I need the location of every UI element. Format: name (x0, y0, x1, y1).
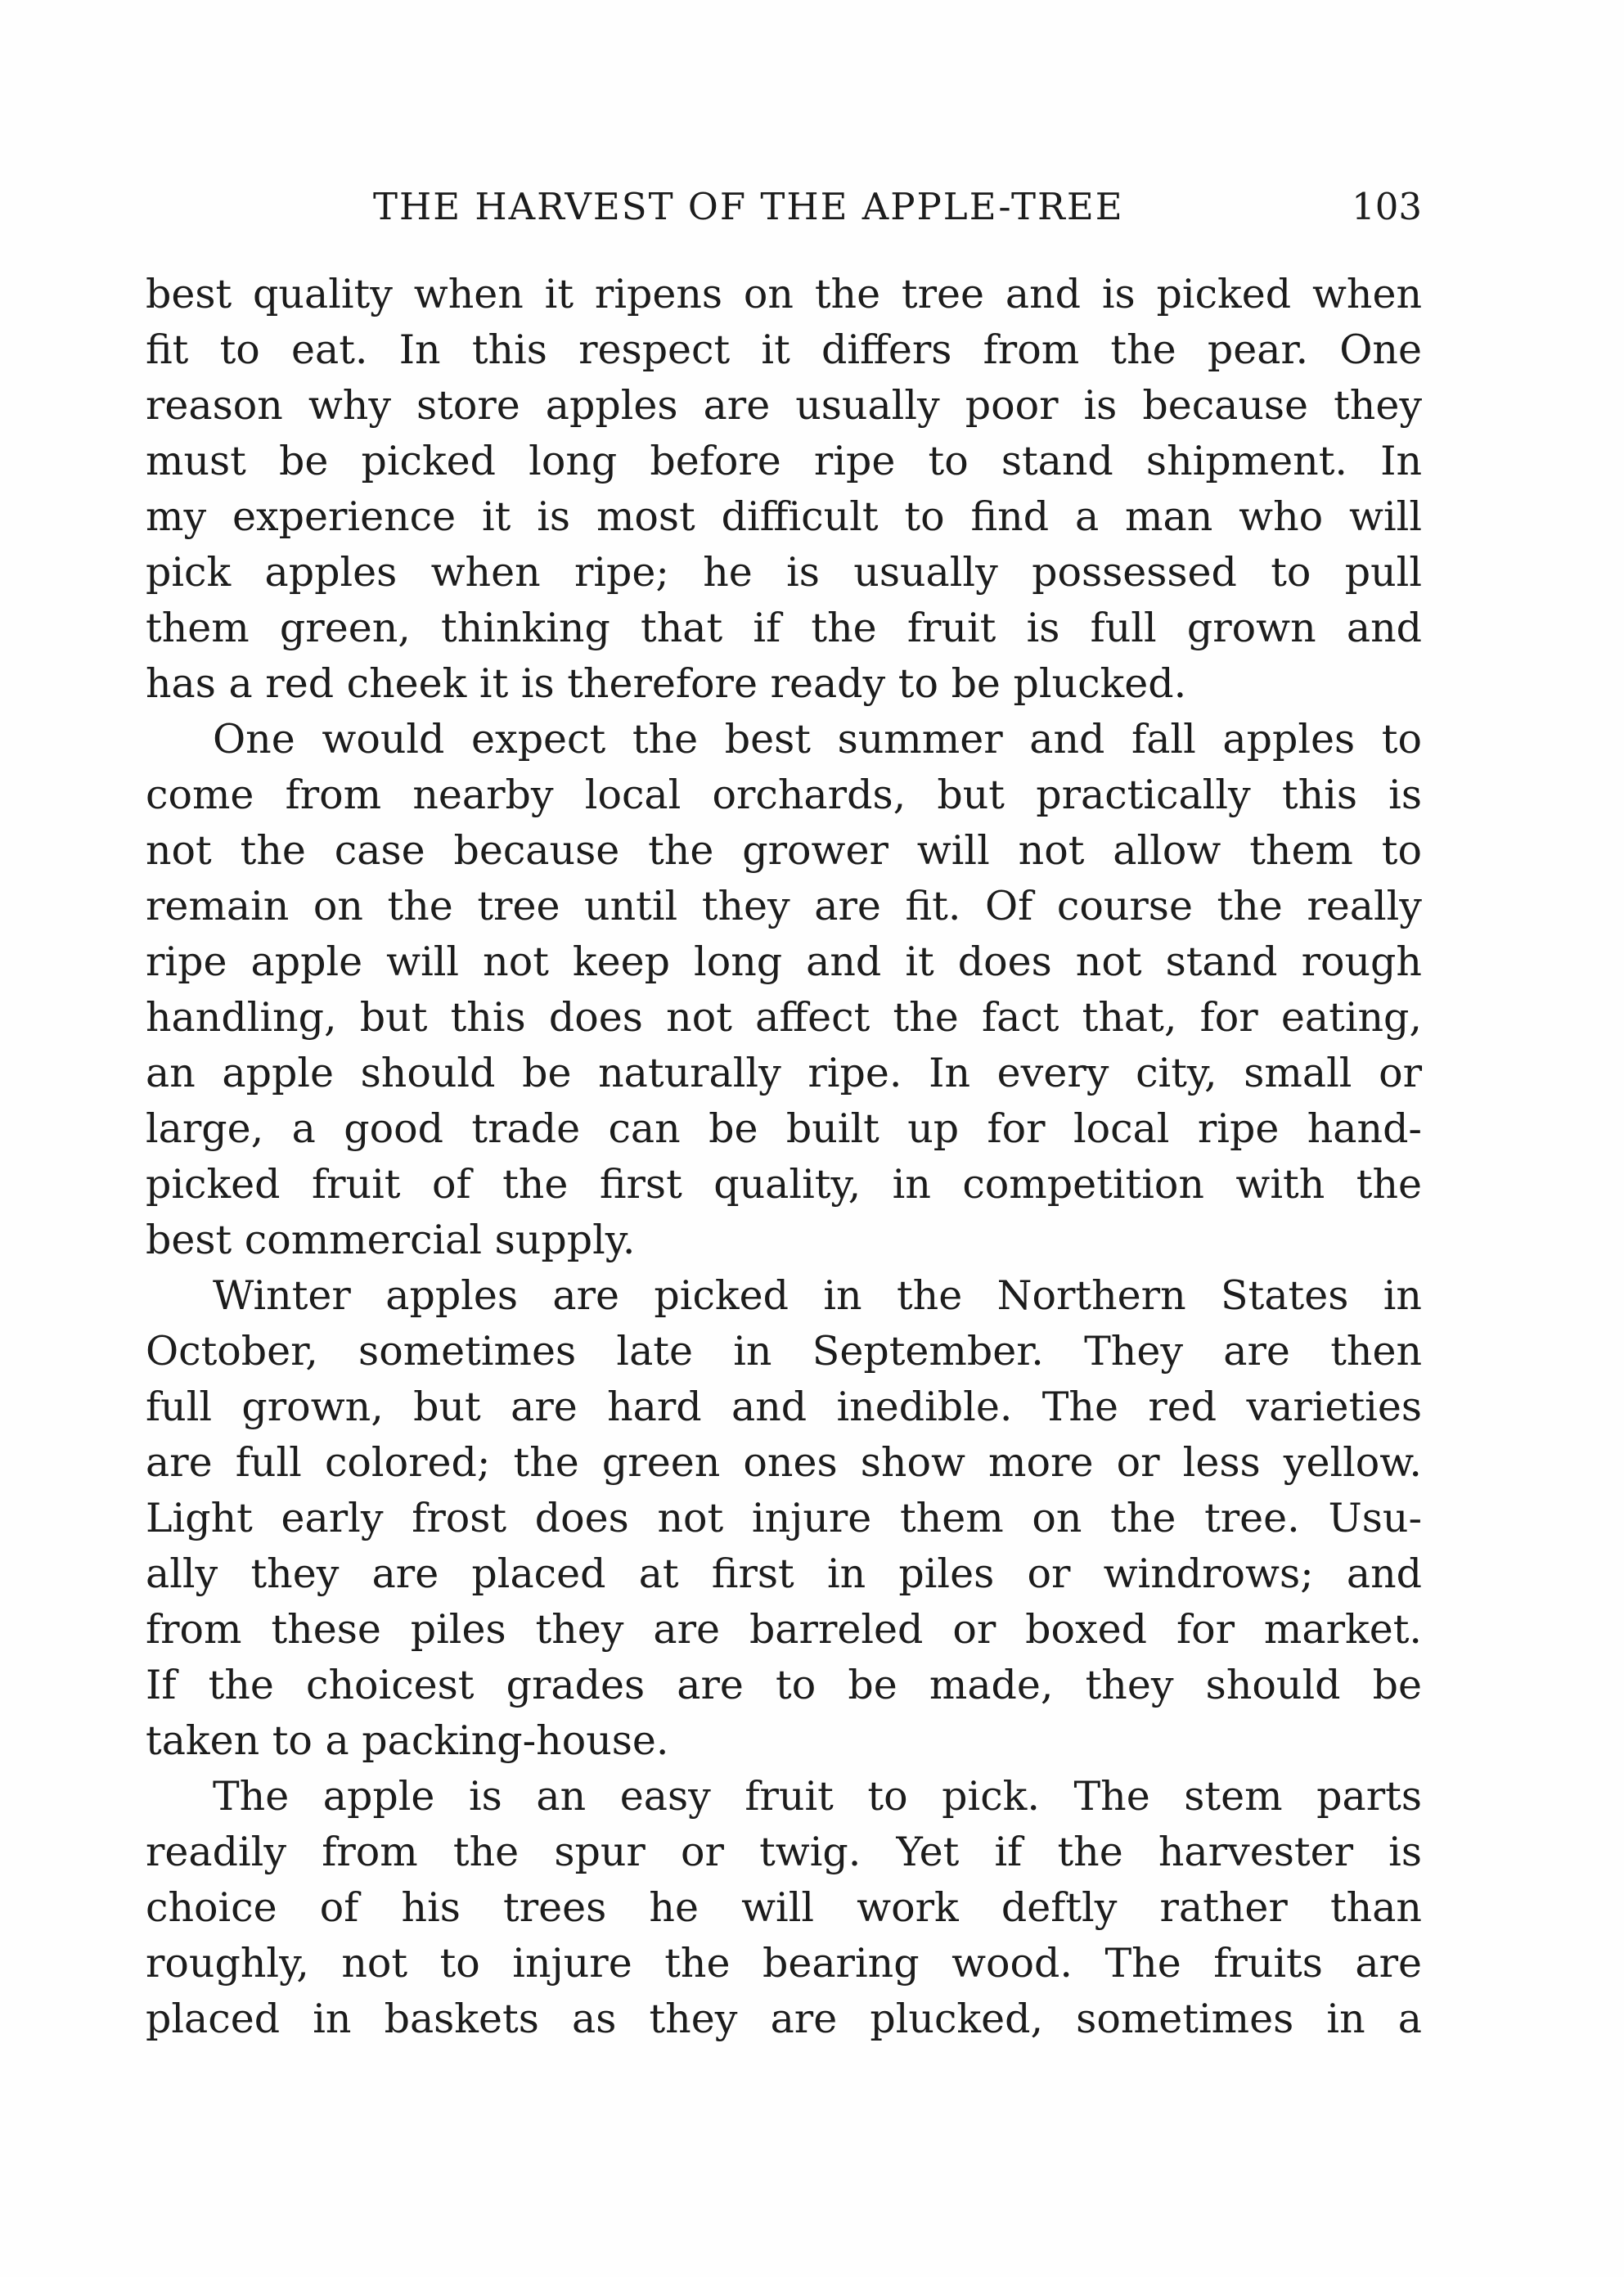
text-line: picked fruit of the first quality, in competition with the (146, 1161, 1422, 1208)
text-line: roughly, not to injure the bearing wood. The fruits are (146, 1940, 1422, 1987)
text-line: taken to a packing-house. (146, 1717, 669, 1764)
text-line: them green, thinking that if the fruit is full grown and (146, 605, 1422, 651)
text-line: remain on the tree until they are fit. Of course the really (146, 883, 1422, 929)
text-line: my experience it is most difficult to find a man who will (146, 493, 1422, 540)
text-line: not the case because the grower will not allow them to (146, 827, 1422, 874)
text-line: One would expect the best summer and fall apples to (213, 716, 1422, 763)
text-line: placed in baskets as they are plucked, sometimes in a (146, 1996, 1422, 2042)
text-line: ally they are placed at first in piles or windrows; and (146, 1550, 1422, 1597)
text-line: best commercial supply. (146, 1217, 636, 1263)
text-line: readily from the spur or twig. Yet if the harvester is (146, 1829, 1422, 1875)
text-line: fit to eat. In this respect it differs from the pear. One (146, 326, 1422, 373)
text-line: an apple should be naturally ripe. In every city, small or (146, 1050, 1422, 1096)
text-line: choice of his trees he will work deftly rather than (146, 1884, 1422, 1931)
body-text (146, 267, 1422, 2047)
text-line: from these piles they are barreled or boxed for market. (146, 1606, 1422, 1653)
text-line: pick apples when ripe; he is usually possessed to pull (146, 549, 1422, 596)
text-line: ripe apple will not keep long and it does not stand rough (146, 938, 1422, 985)
text-line: October, sometimes late in September. They are then (146, 1328, 1422, 1375)
text-line: The apple is an easy fruit to pick. The stem parts (213, 1773, 1422, 1820)
text-line: are full colored; the green ones show more or less yellow. (146, 1439, 1422, 1486)
text-line: If the choicest grades are to be made, they should be (146, 1662, 1422, 1708)
text-line: Winter apples are picked in the Northern States in (213, 1272, 1422, 1319)
text-line: Light early frost does not injure them on the tree. Usu- (146, 1495, 1422, 1541)
text-line: large, a good trade can be built up for local ripe hand- (146, 1105, 1422, 1152)
running-title: THE HARVEST OF THE APPLE-TREE (373, 185, 1124, 228)
text-line: must be picked long before ripe to stand shipment. In (146, 438, 1422, 484)
running-header (146, 178, 1422, 236)
text-line: full grown, but are hard and inedible. The red varieties (146, 1384, 1422, 1430)
page-number: 103 (1352, 185, 1422, 228)
text-line: handling, but this does not affect the fact that, for eating, (146, 994, 1422, 1041)
text-line: has a red cheek it is therefore ready to be plucked. (146, 660, 1187, 707)
text-line: come from nearby local orchards, but practically this is (146, 772, 1422, 818)
text-line: reason why store apples are usually poor is because they (146, 382, 1422, 429)
text-line: best quality when it ripens on the tree and is picked when (146, 271, 1422, 317)
